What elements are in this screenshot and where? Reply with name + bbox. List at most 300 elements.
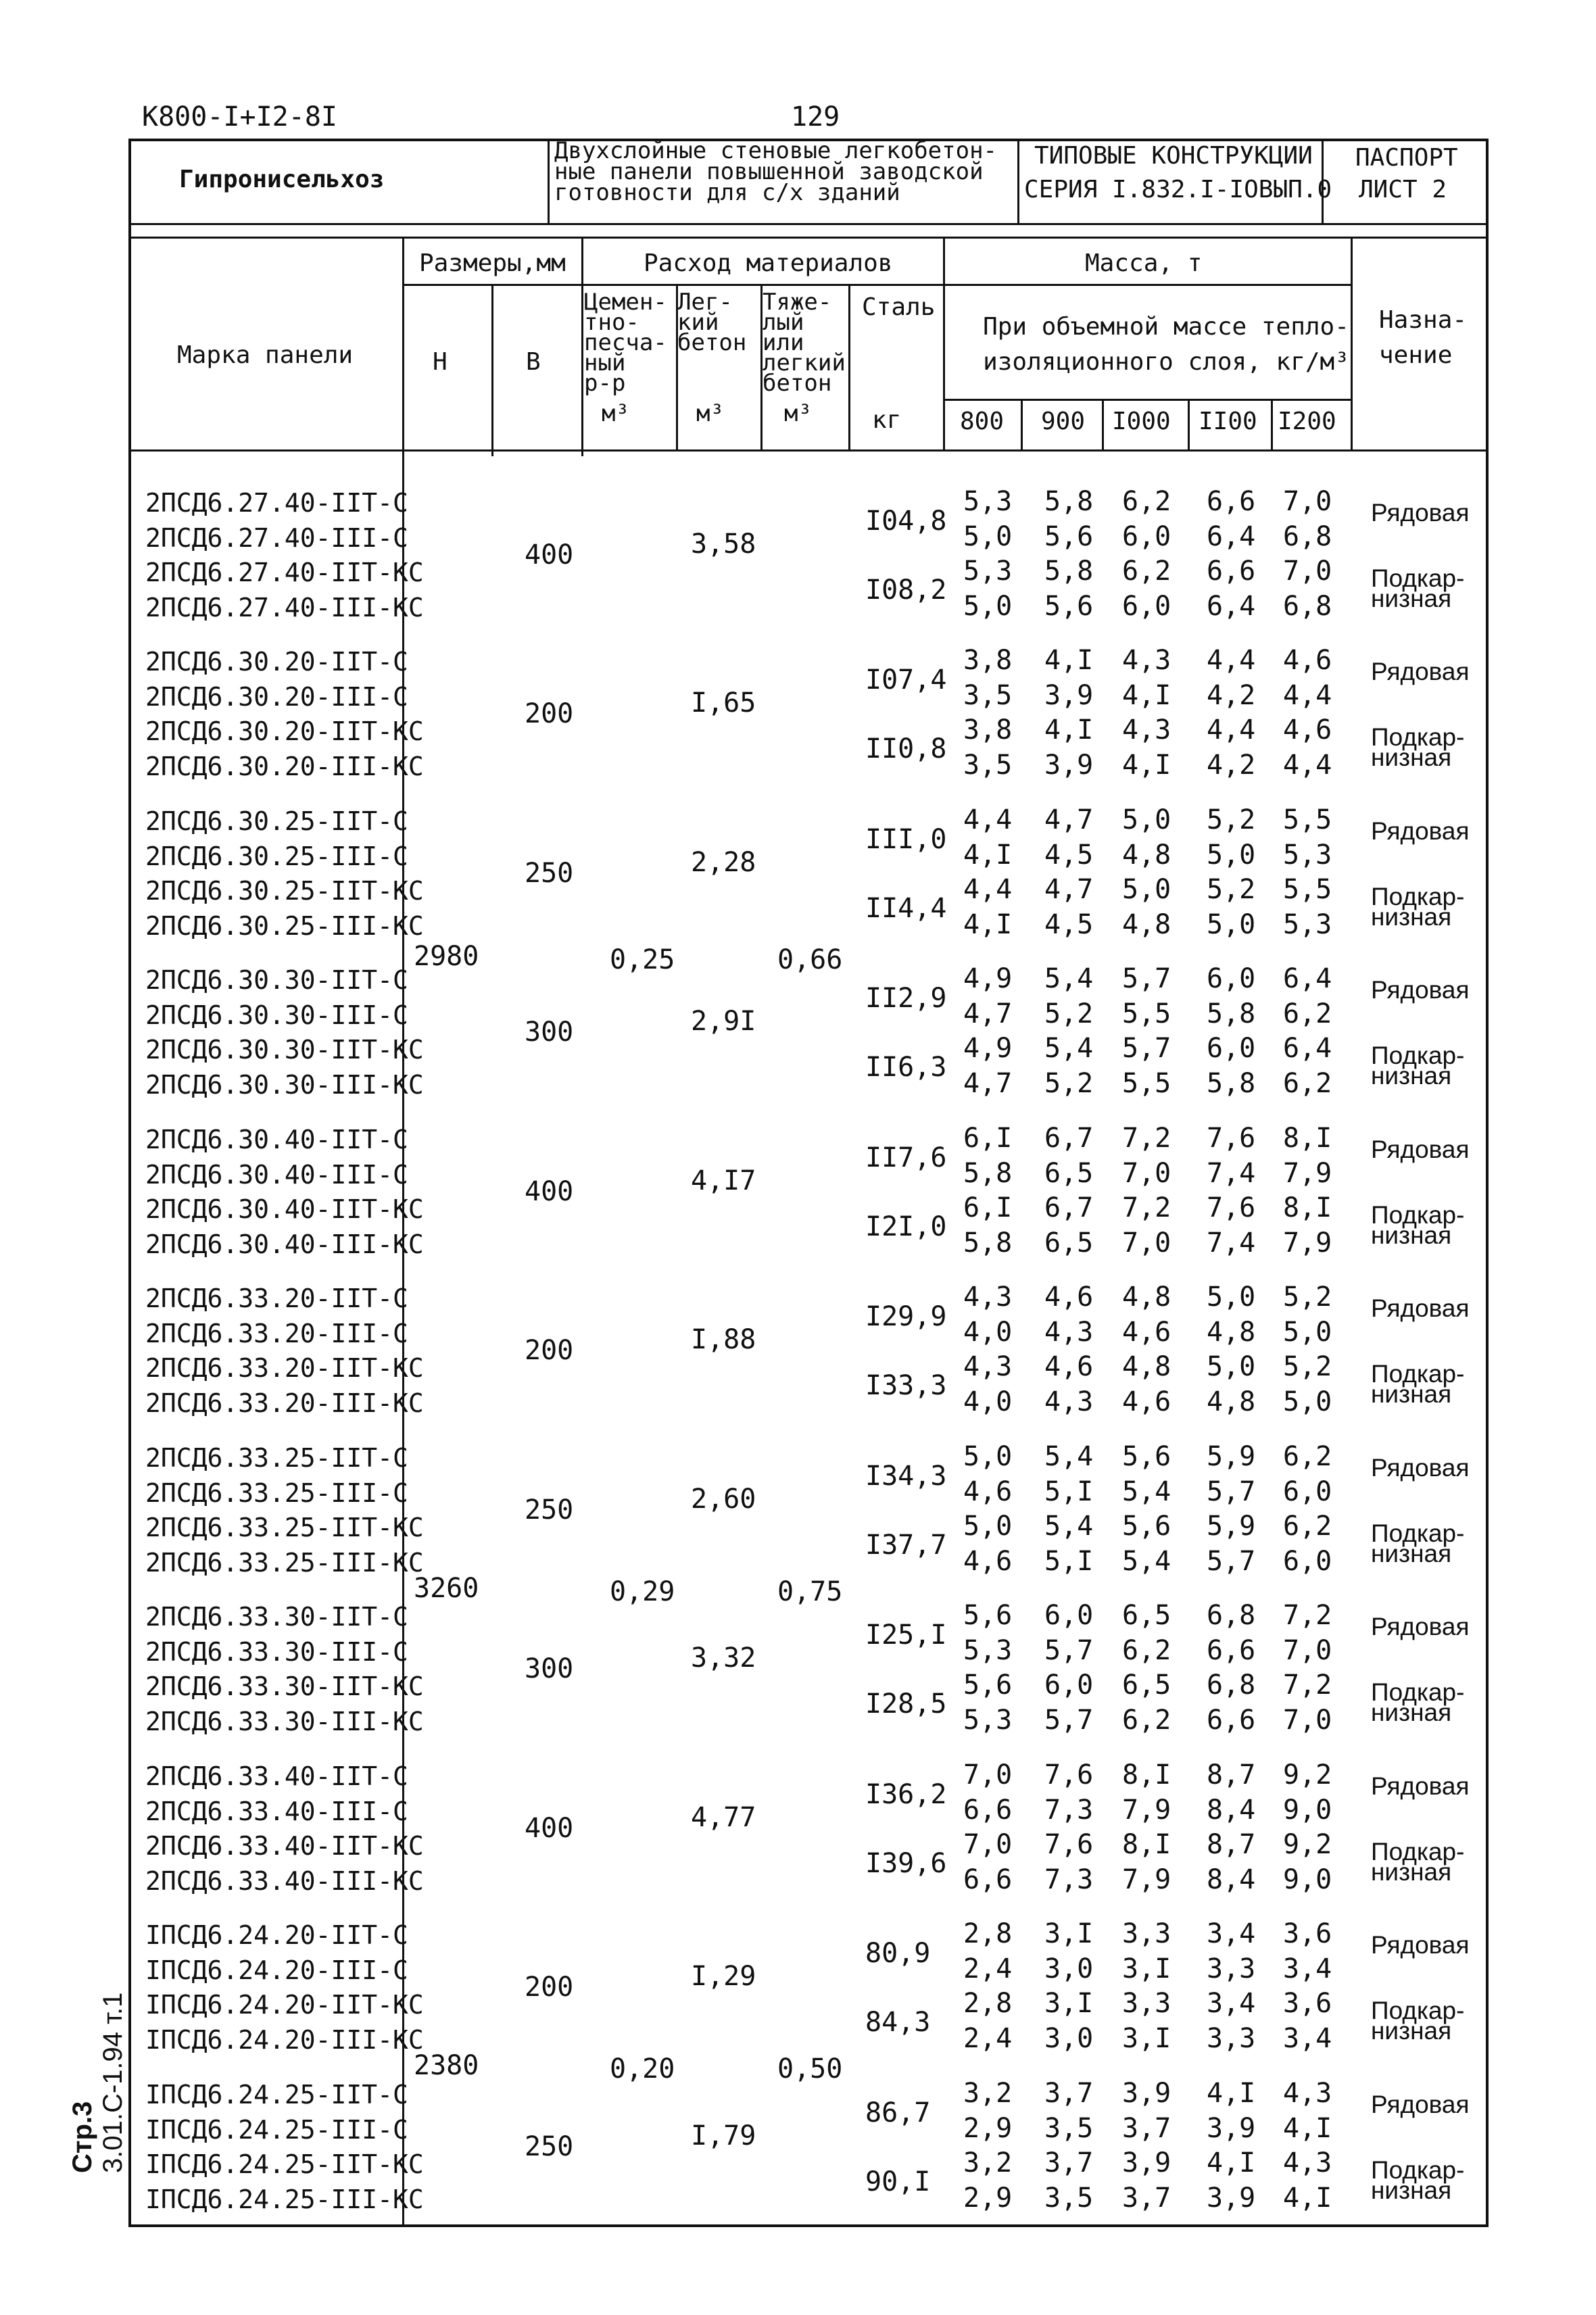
height-H: 2380	[414, 2050, 479, 2081]
mass-value: 5,3	[963, 1634, 1013, 1666]
grid-line	[581, 449, 583, 456]
side-stamp-page: Стр.3	[68, 2101, 97, 2173]
purpose-cornice-2: низная	[1371, 585, 1452, 612]
panel-mark: 2ПСД6.33.40-III-С	[145, 1796, 408, 1826]
purpose-cornice: Подкар-	[1371, 1997, 1465, 2024]
organization-name: Гипронисельхоз	[179, 166, 385, 193]
mass-value: 5,I	[1044, 1545, 1094, 1577]
steel-mass: I07,4	[865, 664, 947, 696]
mass-value: 5,3	[963, 1704, 1013, 1736]
mass-value: 6,6	[1207, 1704, 1256, 1736]
light-concrete: I,79	[691, 2120, 756, 2151]
width-B: 250	[525, 1494, 574, 1526]
purpose-ordinary: Рядовая	[1371, 817, 1470, 845]
mass-value: 5,7	[1044, 1634, 1094, 1666]
grid-line	[1188, 399, 1190, 449]
light-concrete: I,29	[691, 1961, 756, 1992]
mass-value: 4,0	[963, 1316, 1013, 1348]
steel-mass: I28,5	[865, 1688, 947, 1720]
density-col-3: II00	[1199, 408, 1257, 435]
steel-mass: II6,3	[865, 1052, 947, 1083]
cement-mortar: 0,25	[610, 944, 675, 975]
light-concrete: 4,77	[691, 1802, 756, 1833]
mass-value: 4,I	[1283, 2112, 1332, 2144]
mass-value: 3,I	[1122, 1953, 1171, 1984]
mass-value: 5,6	[1122, 1511, 1171, 1542]
purpose-cornice: Подкар-	[1371, 883, 1465, 910]
panel-mark: 2ПСД6.30.25-IIТ-КС	[145, 876, 424, 906]
mass-value: 7,0	[1122, 1227, 1171, 1259]
document-description: Двухслойные стеновые легкобетон- ные панели повышенной заводской готовности для с/х зданий	[554, 137, 998, 206]
density-col-0: 800	[960, 408, 1005, 435]
mass-value: 6,4	[1283, 1033, 1332, 1064]
mass-value: 5,5	[1283, 874, 1332, 905]
mass-value: 5,2	[1283, 1351, 1332, 1382]
mass-value: 6,0	[1122, 590, 1171, 622]
panel-mark: 2ПСД6.33.30-IIТ-КС	[145, 1672, 424, 1701]
panel-mark: 2ПСД6.30.30-IIТ-С	[145, 965, 408, 995]
mass-value: 6,6	[1207, 486, 1256, 517]
mass-value: 4,9	[963, 963, 1013, 994]
mass-value: 4,4	[1283, 679, 1332, 711]
steel-mass: I29,9	[865, 1301, 947, 1332]
mass-value: 8,4	[1207, 1794, 1256, 1826]
mass-value: 5,6	[1044, 520, 1094, 552]
steel-mass: I36,2	[865, 1779, 947, 1810]
document-code: К800-I+I2-8I	[142, 101, 337, 132]
purpose-cornice-2: низная	[1371, 744, 1452, 771]
series-title: ТИПОВЫЕ КОНСТРУКЦИИ	[1034, 142, 1313, 170]
purpose-cornice: Подкар-	[1371, 723, 1465, 751]
mass-value: 5,7	[1207, 1476, 1256, 1507]
header-cement-unit: м³	[602, 400, 629, 427]
light-concrete: 3,58	[691, 529, 756, 560]
mass-value: 4,4	[1283, 749, 1332, 781]
mass-value: 6,8	[1283, 590, 1332, 622]
mass-value: 5,8	[963, 1227, 1013, 1259]
grid-line	[1102, 399, 1104, 449]
mass-value: 3,3	[1122, 1988, 1171, 2019]
mass-value: 6,2	[1122, 486, 1171, 517]
mass-value: 4,3	[963, 1282, 1013, 1313]
mass-value: 7,0	[1283, 1634, 1332, 1666]
mass-value: 3,9	[1122, 2078, 1171, 2109]
mass-value: 5,0	[1207, 908, 1256, 940]
mass-value: 3,7	[1044, 2078, 1094, 2109]
mass-value: 4,6	[963, 1476, 1013, 1507]
steel-mass: I39,6	[865, 1848, 947, 1879]
purpose-cornice-2: низная	[1371, 1699, 1452, 1726]
mass-value: 4,6	[963, 1545, 1013, 1577]
mass-value: 4,I	[963, 839, 1013, 871]
panel-mark: IПСД6.24.25-IIТ-С	[145, 2080, 408, 2110]
mass-value: 4,7	[963, 1067, 1013, 1099]
purpose-cornice: Подкар-	[1371, 1678, 1465, 1706]
density-col-1: 900	[1041, 408, 1086, 435]
mass-value: 2,4	[963, 1953, 1013, 1984]
mass-value: 3,I	[1044, 1918, 1094, 1949]
mass-value: 6,5	[1122, 1670, 1171, 1701]
purpose-cornice: Подкар-	[1371, 1360, 1465, 1388]
mass-value: 6,0	[1044, 1600, 1094, 1631]
heavy-concrete: 0,75	[777, 1576, 843, 1607]
mass-value: 6,8	[1207, 1670, 1256, 1701]
panel-mark: 2ПСД6.30.30-III-С	[145, 1000, 408, 1030]
mass-value: 3,9	[1207, 2182, 1256, 2214]
mass-value: 5,I	[1044, 1476, 1094, 1507]
mass-value: 5,0	[1207, 839, 1256, 871]
panel-mark: 2ПСД6.30.20-III-КС	[145, 751, 424, 781]
panel-mark: IПСД6.24.20-IIТ-КС	[145, 1990, 424, 2020]
panel-mark: 2ПСД6.30.40-IIТ-С	[145, 1125, 408, 1154]
mass-value: 6,4	[1283, 963, 1332, 994]
mass-value: 5,3	[963, 556, 1013, 587]
mass-value: 5,7	[1207, 1545, 1256, 1577]
mass-value: 5,4	[1044, 1511, 1094, 1542]
mass-value: 9,2	[1283, 1829, 1332, 1860]
mass-value: 3,2	[963, 2078, 1013, 2109]
mass-value: 9,0	[1283, 1794, 1332, 1826]
mass-value: 6,5	[1044, 1157, 1094, 1189]
grid-line	[581, 237, 583, 449]
mass-value: 4,8	[1207, 1386, 1256, 1417]
panel-mark: 2ПСД6.33.40-III-КС	[145, 1866, 424, 1896]
mass-value: 5,8	[963, 1157, 1013, 1189]
width-B: 200	[525, 698, 574, 729]
mass-value: 5,8	[1044, 556, 1094, 587]
panel-mark: IПСД6.24.25-III-КС	[145, 2184, 424, 2214]
mass-value: 7,0	[1283, 486, 1332, 517]
purpose-ordinary: Рядовая	[1371, 1294, 1470, 1322]
mass-value: 4,6	[1283, 645, 1332, 676]
mass-value: 5,4	[1044, 963, 1094, 994]
purpose-ordinary: Рядовая	[1371, 658, 1470, 685]
mass-value: 5,0	[1122, 874, 1171, 905]
mass-value: 4,3	[963, 1351, 1013, 1382]
purpose-cornice: Подкар-	[1371, 1042, 1465, 1069]
mass-value: 9,0	[1283, 1863, 1332, 1895]
grid-line	[1017, 139, 1019, 223]
panel-mark: 2ПСД6.30.20-III-С	[145, 681, 408, 712]
panel-mark: 2ПСД6.33.25-IIТ-С	[145, 1443, 408, 1473]
mass-value: 5,4	[1122, 1545, 1171, 1577]
sheet-title: ПАСПОРТ	[1355, 144, 1458, 172]
mass-value: 4,6	[1044, 1351, 1094, 1382]
mass-value: 4,I	[1122, 749, 1171, 781]
light-concrete: I,65	[691, 687, 756, 718]
purpose-cornice: Подкар-	[1371, 1838, 1465, 1866]
mass-value: 6,2	[1283, 1511, 1332, 1542]
mass-value: 5,2	[1044, 1067, 1094, 1099]
mass-value: 4,8	[1207, 1316, 1256, 1348]
steel-mass: I37,7	[865, 1530, 947, 1561]
light-concrete: I,88	[691, 1324, 756, 1355]
mass-value: 5,8	[1207, 998, 1256, 1029]
mass-value: 3,5	[963, 679, 1013, 711]
mass-value: 2,8	[963, 1918, 1013, 1949]
mass-value: 6,6	[963, 1863, 1013, 1895]
mass-value: 5,6	[963, 1600, 1013, 1631]
mass-value: 8,4	[1207, 1863, 1256, 1895]
mass-value: 3,7	[1122, 2182, 1171, 2214]
mass-value: 5,5	[1122, 998, 1171, 1029]
mass-value: 5,0	[1283, 1386, 1332, 1417]
mass-value: 7,2	[1283, 1600, 1332, 1631]
purpose-cornice: Подкар-	[1371, 1201, 1465, 1229]
mass-value: 2,8	[963, 1988, 1013, 2019]
mass-value: 5,0	[963, 1511, 1013, 1542]
purpose-ordinary: Рядовая	[1371, 976, 1470, 1004]
mass-value: 4,7	[1044, 804, 1094, 835]
mass-value: 4,I	[1044, 645, 1094, 676]
side-stamp-code: 3.01.С-1.94 т.1	[98, 1992, 128, 2173]
light-concrete: 4,I7	[691, 1165, 756, 1196]
mass-value: 5,2	[1044, 998, 1094, 1029]
mass-value: 5,6	[1044, 590, 1094, 622]
width-B: 300	[525, 1653, 574, 1684]
mass-value: 6,0	[1283, 1476, 1332, 1507]
header-sizes: Размеры,мм	[419, 249, 566, 277]
steel-mass: II2,9	[865, 983, 947, 1014]
panel-mark: 2ПСД6.33.30-III-С	[145, 1636, 408, 1667]
width-B: 250	[525, 858, 574, 889]
mass-value: 5,5	[1122, 1067, 1171, 1099]
mass-value: 4,3	[1122, 645, 1171, 676]
mass-value: 4,6	[1283, 714, 1332, 746]
mass-value: 4,I	[1283, 2182, 1332, 2214]
mass-value: 7,0	[963, 1829, 1013, 1860]
mass-value: 4,3	[1122, 714, 1171, 746]
mass-value: 7,3	[1044, 1794, 1094, 1826]
panel-mark: 2ПСД6.33.20-IIТ-КС	[145, 1353, 424, 1383]
panel-mark: 2ПСД6.33.30-IIТ-С	[145, 1602, 408, 1632]
mass-value: 4,8	[1122, 1282, 1171, 1313]
panel-mark: 2ПСД6.30.40-III-С	[145, 1159, 408, 1190]
density-col-4: I200	[1278, 408, 1336, 435]
light-concrete: 3,32	[691, 1642, 756, 1674]
mass-value: 6,4	[1207, 520, 1256, 552]
mass-value: 6,0	[1044, 1670, 1094, 1701]
mass-value: 8,7	[1207, 1829, 1256, 1860]
mass-value: 5,0	[963, 520, 1013, 552]
purpose-ordinary: Рядовая	[1371, 499, 1470, 527]
grid-line	[491, 449, 493, 456]
mass-value: 5,2	[1283, 1282, 1332, 1313]
panel-mark: 2ПСД6.27.40-III-КС	[145, 592, 424, 623]
panel-mark: 2ПСД6.33.20-III-КС	[145, 1388, 424, 1418]
mass-value: 2,4	[963, 2022, 1013, 2054]
purpose-cornice-2: низная	[1371, 1380, 1452, 1408]
mass-value: 5,7	[1044, 1704, 1094, 1736]
mass-value: 7,0	[1283, 556, 1332, 587]
mass-value: 3,6	[1283, 1988, 1332, 2019]
mass-value: 4,5	[1044, 908, 1094, 940]
cement-mortar: 0,20	[610, 2053, 675, 2085]
mass-value: 5,2	[1207, 874, 1256, 905]
panel-mark: IПСД6.24.20-III-С	[145, 1955, 408, 1985]
mass-value: 3,4	[1207, 1988, 1256, 2019]
mass-value: 5,5	[1283, 804, 1332, 835]
mass-value: 6,6	[1207, 556, 1256, 587]
mass-value: 7,3	[1044, 1863, 1094, 1895]
panel-mark: 2ПСД6.30.40-III-КС	[145, 1229, 424, 1259]
mass-value: 5,4	[1122, 1476, 1171, 1507]
purpose-ordinary: Рядовая	[1371, 1613, 1470, 1640]
grid-line	[1021, 399, 1023, 449]
mass-value: 4,0	[963, 1386, 1013, 1417]
panel-mark: 2ПСД6.30.30-III-КС	[145, 1069, 424, 1100]
steel-mass: II7,6	[865, 1142, 947, 1173]
mass-value: 6,2	[1283, 1067, 1332, 1099]
mass-value: 7,0	[1283, 1704, 1332, 1736]
panel-mark: IПСД6.24.20-IIТ-С	[145, 1920, 408, 1950]
mass-value: 3,9	[1044, 749, 1094, 781]
steel-mass: I04,8	[865, 506, 947, 537]
mass-value: 4,I	[1122, 679, 1171, 711]
purpose-cornice: Подкар-	[1371, 564, 1465, 592]
mass-value: 6,7	[1044, 1123, 1094, 1154]
mass-value: 6,6	[1207, 1634, 1256, 1666]
purpose-ordinary: Рядовая	[1371, 1136, 1470, 1163]
purpose-ordinary: Рядовая	[1371, 1772, 1470, 1800]
mass-value: 3,5	[1044, 2182, 1094, 2214]
mass-value: 6,0	[1207, 963, 1256, 994]
mass-value: 4,4	[1207, 714, 1256, 746]
mass-value: 2,9	[963, 2112, 1013, 2144]
purpose-cornice-2: низная	[1371, 1062, 1452, 1090]
panel-mark: IПСД6.24.25-IIТ-КС	[145, 2149, 424, 2179]
panel-mark: 2ПСД6.30.25-III-С	[145, 841, 408, 871]
header-light: Лег- кий бетон	[677, 289, 747, 356]
grid-line	[128, 449, 1489, 452]
steel-mass: 80,9	[865, 1938, 931, 1969]
mass-value: 7,2	[1283, 1670, 1332, 1701]
steel-mass: I33,3	[865, 1370, 947, 1401]
mass-value: 7,9	[1283, 1227, 1332, 1259]
steel-mass: II4,4	[865, 893, 947, 924]
mass-value: 4,5	[1044, 839, 1094, 871]
mass-value: 6,2	[1122, 1634, 1171, 1666]
mass-value: 6,5	[1044, 1227, 1094, 1259]
panel-mark: 2ПСД6.33.25-III-С	[145, 1478, 408, 1508]
panel-mark: 2ПСД6.33.20-IIТ-С	[145, 1284, 408, 1313]
mass-value: 5,6	[963, 1670, 1013, 1701]
width-B: 400	[525, 1176, 574, 1207]
mass-value: 4,3	[1044, 1316, 1094, 1348]
mass-value: 6,2	[1122, 556, 1171, 587]
mass-value: 5,7	[1122, 963, 1171, 994]
mass-value: 5,8	[1044, 486, 1094, 517]
panel-mark: 2ПСД6.33.25-IIТ-КС	[145, 1513, 424, 1542]
mass-value: 7,0	[1122, 1157, 1171, 1189]
purpose-cornice-2: низная	[1371, 1221, 1452, 1249]
height-H: 2980	[414, 941, 479, 972]
mass-value: 7,0	[963, 1759, 1013, 1790]
mass-value: 5,0	[1283, 1316, 1332, 1348]
panel-mark: 2ПСД6.27.40-III-С	[145, 522, 408, 553]
panel-mark: 2ПСД6.30.25-IIТ-С	[145, 806, 408, 836]
mass-value: 5,6	[1122, 1441, 1171, 1472]
mass-value: 3,2	[963, 2147, 1013, 2178]
grid-line	[402, 284, 943, 286]
mass-value: 7,6	[1044, 1829, 1094, 1860]
purpose-cornice: Подкар-	[1371, 2156, 1465, 2184]
mass-value: 6,7	[1044, 1192, 1094, 1223]
steel-mass: 84,3	[865, 2007, 931, 2038]
purpose-cornice-2: низная	[1371, 2017, 1452, 2045]
steel-mass: I34,3	[865, 1461, 947, 1492]
mass-value: 8,I	[1122, 1759, 1171, 1790]
mass-value: 7,2	[1122, 1123, 1171, 1154]
mass-value: 6,I	[963, 1123, 1013, 1154]
mass-value: 4,9	[963, 1033, 1013, 1064]
header-steel: Сталь	[862, 293, 936, 321]
panel-mark: 2ПСД6.30.20-IIТ-С	[145, 647, 408, 677]
density-col-2: I000	[1112, 408, 1171, 435]
mass-value: 3,I	[1122, 2022, 1171, 2054]
header-materials: Расход материалов	[644, 249, 893, 277]
mass-value: 5,0	[1207, 1351, 1256, 1382]
mass-value: 8,I	[1122, 1829, 1171, 1860]
panel-mark: IПСД6.24.20-III-КС	[145, 2024, 424, 2055]
header-mass-sub: При объемной массе тепло- изоляционного слоя, кг/м³	[983, 313, 1349, 376]
mass-value: 4,7	[963, 998, 1013, 1029]
mass-value: 2,9	[963, 2182, 1013, 2214]
header-purpose: Назна- чение	[1379, 306, 1468, 369]
steel-mass: I08,2	[865, 575, 947, 606]
mass-value: 4,I	[1207, 2147, 1256, 2178]
grid-line	[548, 139, 550, 223]
mass-value: 6,6	[963, 1794, 1013, 1826]
side-stamp	[68, 1993, 128, 2173]
purpose-ordinary: Рядовая	[1371, 1931, 1470, 1959]
mass-value: 6,5	[1122, 1600, 1171, 1631]
mass-value: 4,I	[1044, 714, 1094, 746]
mass-value: 3,3	[1122, 1918, 1171, 1949]
mass-value: 3,9	[1207, 2112, 1256, 2144]
panel-mark: 2ПСД6.30.20-IIТ-КС	[145, 716, 424, 746]
mass-value: 4,3	[1283, 2078, 1332, 2109]
steel-mass: I25,I	[865, 1619, 947, 1651]
grid-line	[128, 223, 1489, 225]
mass-value: 7,6	[1207, 1123, 1256, 1154]
series-number: СЕРИЯ I.832.I-IОВЫП.0	[1024, 176, 1332, 203]
steel-mass: 86,7	[865, 2097, 931, 2128]
purpose-ordinary: Рядовая	[1371, 1454, 1470, 1482]
mass-value: 4,I	[1207, 2078, 1256, 2109]
purpose-ordinary: Рядовая	[1371, 2091, 1470, 2118]
width-B: 250	[525, 2131, 574, 2162]
grid-line	[128, 237, 1489, 239]
width-B: 200	[525, 1972, 574, 2003]
header-B: B	[526, 348, 541, 376]
header-heavy-unit: м³	[784, 400, 812, 427]
mass-value: 7,6	[1044, 1759, 1094, 1790]
mass-value: 7,4	[1207, 1157, 1256, 1189]
mass-value: 7,9	[1283, 1157, 1332, 1189]
mass-value: 5,4	[1044, 1441, 1094, 1472]
page-number: 129	[791, 101, 840, 132]
steel-mass: III,0	[865, 824, 947, 855]
mass-value: 4,6	[1044, 1282, 1094, 1313]
purpose-cornice-2: низная	[1371, 2176, 1452, 2204]
mass-value: 4,4	[1207, 645, 1256, 676]
mass-value: 6,0	[1122, 520, 1171, 552]
grid-line	[943, 284, 1351, 286]
width-B: 400	[525, 539, 574, 570]
mass-value: 3,5	[1044, 2112, 1094, 2144]
header-mark: Марка панели	[177, 341, 354, 369]
